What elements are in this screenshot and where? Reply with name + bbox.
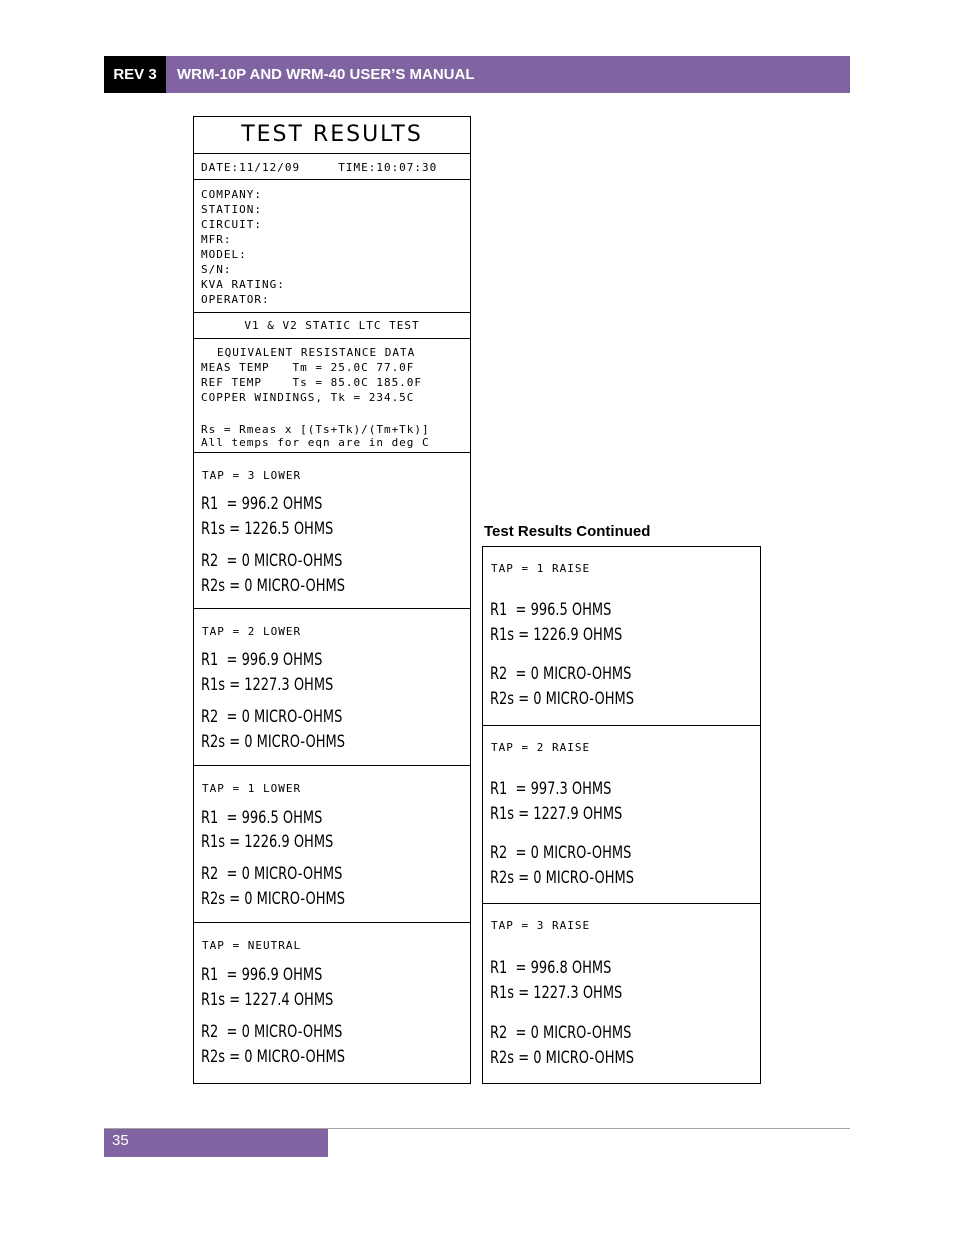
ref-temp: REF TEMP Ts = 85.0C 185.0F	[201, 376, 423, 389]
r1-value: R1 = 996.8 OHMS	[490, 958, 612, 978]
tap-label: TAP = NEUTRAL	[202, 939, 302, 952]
tap-label: TAP = 1 LOWER	[202, 782, 302, 795]
r1s-value: R1s = 1227.3 OHMS	[490, 983, 623, 1003]
printout-title: TEST RESULTS	[241, 122, 423, 147]
copper-windings: COPPER WINDINGS, Tk = 234.5C	[201, 391, 415, 404]
info-fields-section	[194, 180, 470, 313]
info-field: MODEL:	[201, 248, 247, 261]
tap-section	[194, 766, 470, 923]
info-field: COMPANY:	[201, 188, 262, 201]
r2s-value: R2s = 0 MICRO-OHMS	[201, 1047, 345, 1067]
r1-value: R1 = 996.9 OHMS	[201, 965, 323, 985]
info-field: CIRCUIT:	[201, 218, 262, 231]
tap-section	[483, 547, 760, 726]
r1s-value: R1s = 1226.5 OHMS	[201, 519, 334, 539]
r1-value: R1 = 997.3 OHMS	[490, 779, 612, 799]
revision-badge: REV 3	[104, 56, 166, 93]
r1-value: R1 = 996.5 OHMS	[201, 808, 323, 828]
meas-temp: MEAS TEMP Tm = 25.0C 77.0F	[201, 361, 415, 374]
r2-value: R2 = 0 MICRO-OHMS	[201, 707, 343, 727]
r1-value: R1 = 996.5 OHMS	[490, 600, 612, 620]
r2s-value: R2s = 0 MICRO-OHMS	[201, 576, 345, 596]
tap-label: TAP = 2 RAISE	[491, 741, 591, 754]
r1s-value: R1s = 1227.3 OHMS	[201, 675, 334, 695]
manual-title: WRM-10P AND WRM-40 USER’S MANUAL	[166, 56, 850, 93]
continued-label: Test Results Continued	[484, 523, 651, 540]
info-field: STATION:	[201, 203, 262, 216]
r2-value: R2 = 0 MICRO-OHMS	[490, 843, 632, 863]
r1-value: R1 = 996.2 OHMS	[201, 494, 323, 514]
r2s-value: R2s = 0 MICRO-OHMS	[490, 868, 634, 888]
temp-note: All temps for eqn are in deg C	[201, 436, 430, 449]
r2s-value: R2s = 0 MICRO-OHMS	[490, 689, 634, 709]
r2-value: R2 = 0 MICRO-OHMS	[490, 664, 632, 684]
r2s-value: R2s = 0 MICRO-OHMS	[201, 732, 345, 752]
tap-section	[194, 453, 470, 609]
page-number: 35	[104, 1129, 328, 1157]
printout-title-section	[194, 117, 470, 154]
info-field: OPERATOR:	[201, 293, 270, 306]
tap-section	[483, 726, 760, 904]
test-name-section	[194, 313, 470, 339]
date-time: DATE:11/12/09 TIME:10:07:30	[201, 161, 438, 174]
r1s-value: R1s = 1227.9 OHMS	[490, 804, 623, 824]
test-results-continued-printout	[482, 546, 761, 1084]
info-field-list	[201, 187, 285, 307]
info-field: KVA RATING:	[201, 278, 285, 291]
r1-value: R1 = 996.9 OHMS	[201, 650, 323, 670]
r2s-value: R2s = 0 MICRO-OHMS	[490, 1048, 634, 1068]
r1s-value: R1s = 1226.9 OHMS	[201, 832, 334, 852]
r2-value: R2 = 0 MICRO-OHMS	[490, 1023, 632, 1043]
test-results-printout	[193, 116, 471, 1084]
date-time-section	[194, 154, 470, 180]
info-field: S/N:	[201, 263, 232, 276]
tap-label: TAP = 2 LOWER	[202, 625, 302, 638]
tap-section	[194, 609, 470, 766]
info-field: MFR:	[201, 233, 232, 246]
r2-value: R2 = 0 MICRO-OHMS	[201, 864, 343, 884]
r2s-value: R2s = 0 MICRO-OHMS	[201, 889, 345, 909]
r1s-value: R1s = 1226.9 OHMS	[490, 625, 623, 645]
tap-section	[483, 904, 760, 1083]
tap-label: TAP = 3 RAISE	[491, 919, 591, 932]
tap-label: TAP = 3 LOWER	[202, 469, 302, 482]
equiv-heading: EQUIVALENT RESISTANCE DATA	[217, 346, 416, 359]
tap-section	[194, 923, 470, 1083]
test-name: V1 & V2 STATIC LTC TEST	[244, 319, 420, 332]
r2-value: R2 = 0 MICRO-OHMS	[201, 551, 343, 571]
r2-value: R2 = 0 MICRO-OHMS	[201, 1022, 343, 1042]
equivalent-resistance-section	[194, 339, 470, 453]
formula: Rs = Rmeas x [(Ts+Tk)/(Tm+Tk)]	[201, 423, 430, 436]
r1s-value: R1s = 1227.4 OHMS	[201, 990, 334, 1010]
tap-label: TAP = 1 RAISE	[491, 562, 591, 575]
